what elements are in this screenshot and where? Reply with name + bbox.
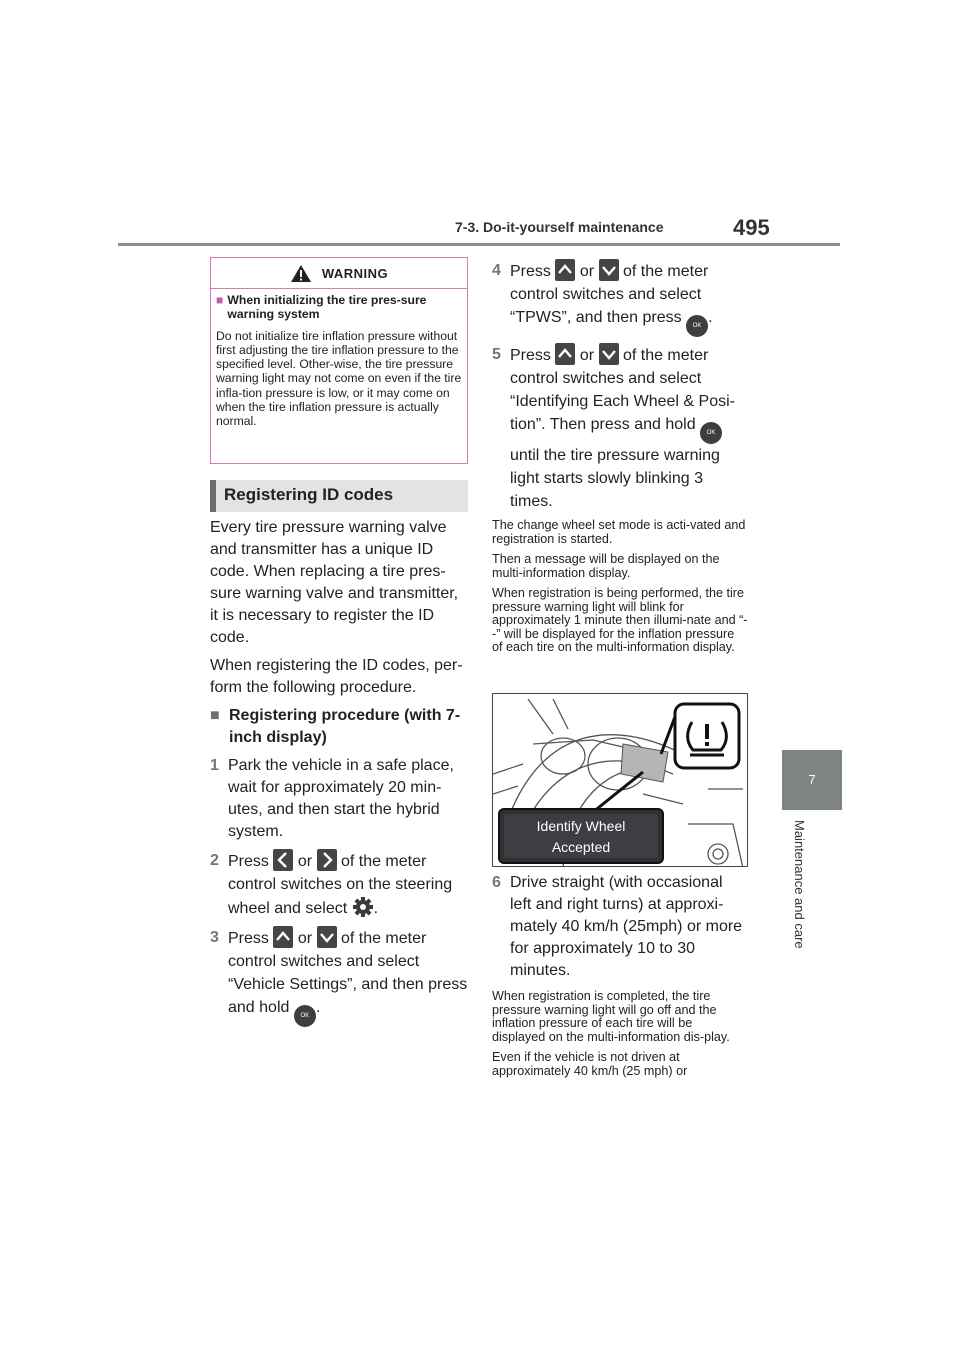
warning-marker: ■ — [216, 293, 224, 307]
chevron-up-icon — [555, 343, 575, 365]
step-text: Press — [228, 930, 269, 947]
step-number: 6 — [492, 874, 501, 891]
chapter-tab[interactable]: 7 — [782, 750, 842, 810]
step-number: 2 — [210, 852, 219, 869]
step-2 — [210, 849, 468, 920]
chevron-down-icon — [317, 926, 337, 948]
step-text: . — [315, 999, 321, 1016]
procedure-subheading — [210, 705, 468, 749]
step-5-notes — [492, 519, 748, 655]
step-text: of the meter control switches and select “TPWS”, and then press — [510, 263, 709, 326]
step-text: or — [579, 263, 595, 280]
step-text: of the meter control switches on the steering wheel and select — [228, 853, 453, 917]
step-text: Press — [510, 347, 551, 364]
message-line-2: Accepted — [551, 839, 611, 855]
chapter-label: Maintenance and care — [792, 820, 807, 949]
section-heading: Registering ID codes — [210, 480, 468, 512]
step-text: of the meter control switches and select “Vehicle Settings”, and then press and hold — [228, 930, 468, 1016]
step-3 — [210, 926, 468, 1027]
warning-title-text: When initializing the tire pres-sure warning system — [227, 293, 427, 322]
chevron-down-icon — [599, 259, 619, 281]
step-text: . — [373, 900, 379, 917]
procedure-paragraph: When registering the ID codes, per-form the following procedure. — [210, 657, 463, 696]
step-text: or — [579, 347, 595, 364]
note: When registration is being performed, the tire pressure warning light will blink for approximately 1 minute then illumi-nate and “--” will be displayed for the inflation pressure of each tire on the multi-information display. — [492, 586, 748, 654]
step-text: until the tire pressure warning light starts slowly blinking 3 times. — [510, 447, 720, 510]
warning-box — [210, 257, 468, 464]
left-column — [210, 517, 468, 1033]
chevron-left-icon — [273, 849, 293, 871]
warning-title — [216, 293, 462, 322]
note: Even if the vehicle is not driven at approximately 40 km/h (25 mph) or — [492, 1050, 688, 1078]
note: When registration is completed, the tire pressure warning light will go off and the inflation pressure of each tire will be displayed on the multi-information dis-play. — [492, 989, 730, 1044]
right-column-lower — [492, 872, 748, 1085]
note: Then a message will be displayed on the multi-information display. — [492, 552, 720, 580]
step-number: 5 — [492, 346, 501, 363]
step-number: 1 — [210, 757, 219, 774]
ok-button-icon: OK — [686, 315, 708, 337]
step-text: or — [297, 930, 313, 947]
step-1 — [210, 755, 468, 843]
step-text: of the meter control switches and select “Identifying Each Wheel & Posi-tion”. Then press and hold — [510, 347, 735, 433]
right-column — [492, 259, 748, 662]
step-text: . — [708, 309, 713, 326]
ok-button-icon: OK — [294, 1005, 316, 1027]
step-4 — [492, 259, 748, 337]
step-text: Press — [510, 263, 551, 280]
gear-icon — [352, 896, 374, 918]
warning-header — [211, 258, 467, 289]
step-text: Park the vehicle in a safe place, wait for approximately 20 min-utes, and then start the hybrid system. — [228, 757, 454, 840]
subheading-marker: ■ — [210, 707, 220, 724]
warning-heading: WARNING — [321, 265, 389, 281]
intro-paragraph: Every tire pressure warning valve and transmitter has a unique ID code. When replacing a tire pres-sure warning valve and transmitter, it is necessary to register the ID code. — [210, 519, 459, 646]
message-line-1: Identify Wheel — [536, 818, 626, 834]
step-6-notes — [492, 990, 748, 1078]
step-number: 4 — [492, 262, 501, 279]
step-6 — [492, 872, 748, 982]
chevron-right-icon — [317, 849, 337, 871]
step-text: Press — [228, 853, 269, 870]
step-5 — [492, 343, 748, 513]
note: The change wheel set mode is acti-vated and registration is started. — [492, 518, 746, 546]
page-number: 495 — [733, 215, 770, 240]
warning-triangle-icon — [290, 264, 312, 283]
dashboard-figure — [492, 693, 748, 867]
step-text: Drive straight (with occasional left and right turns) at approxi-mately 40 km/h (25mph) or more for approximately 10 to 30 minutes. — [510, 874, 743, 979]
warning-body: Do not initialize tire inflation pressure without first adjusting the tire inflation pressure to the specified level. Other-wise, the tire pressure warning light may not come on even if the tire infla-tion pressure is low, or it may come on when the tire inflation pressure is actually normal. — [216, 328, 462, 429]
chevron-up-icon — [555, 259, 575, 281]
header-rule — [118, 243, 840, 246]
chevron-down-icon — [599, 343, 619, 365]
ok-button-icon: OK — [700, 422, 722, 444]
step-number: 3 — [210, 929, 219, 946]
message-display — [504, 816, 658, 858]
subheading-text: Registering procedure (with 7-inch display) — [229, 707, 461, 746]
chevron-up-icon — [273, 926, 293, 948]
section-title: 7-3. Do-it-yourself maintenance — [455, 219, 664, 235]
step-text: or — [297, 853, 313, 870]
